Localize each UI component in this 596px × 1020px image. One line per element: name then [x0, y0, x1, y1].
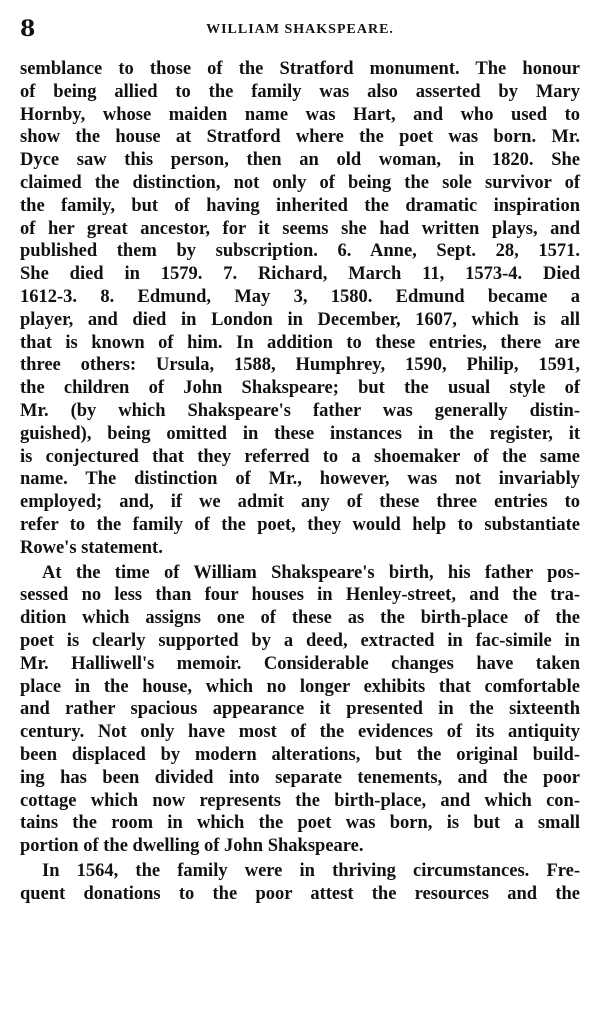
page-header: [20, 16, 580, 50]
text-line: and rather spacious appearance it presented in the sixteenth: [20, 699, 580, 720]
text-line: century. Not only have most of the evidences of its antiquity: [20, 722, 580, 743]
text-line: is conjectured that they referred to a shoemaker of the same: [20, 446, 580, 467]
text-line: dition which assigns one of these as the birth-place of the: [20, 608, 580, 629]
text-line: Mr. (by which Shakspeare's father was generally distin-: [20, 400, 580, 421]
text-line: published them by subscription. 6. Anne, Sept. 28, 1571.: [20, 241, 580, 262]
text-line: claimed the distinction, not only of being the sole survivor of: [20, 172, 580, 193]
text-line: the children of John Shakspeare; but the usual style of: [20, 378, 580, 399]
text-line: portion of the dwelling of John Shakspeare.: [20, 836, 364, 857]
text-line: Hornby, whose maiden name was Hart, and who used to: [20, 104, 580, 125]
text-line: She died in 1579. 7. Richard, March 11, 1573-4. Died: [20, 264, 580, 285]
book-page: [20, 16, 580, 905]
running-head: WILLIAM SHAKSPEARE.: [206, 22, 394, 37]
text-line: three others: Ursula, 1588, Humphrey, 1590, Philip, 1591,: [20, 355, 580, 376]
text-line: of her great ancestor, for it seems she had written plays, and: [20, 218, 580, 239]
text-line: poet is clearly supported by a deed, extracted in fac-simile in: [20, 630, 580, 651]
paragraph: [20, 58, 580, 560]
text-line: place in the house, which no longer exhibits that comfortable: [20, 676, 580, 697]
text-line: sessed no less than four houses in Henley-street, and the tra-: [20, 585, 580, 606]
text-line: the family, but of having inherited the dramatic inspiration: [20, 195, 580, 216]
text-line: 1612-3. 8. Edmund, May 3, 1580. Edmund became a: [20, 286, 580, 307]
text-line: refer to the family of the poet, they would help to substantiate: [20, 514, 580, 535]
text-line: player, and died in London in December, 1607, which is all: [20, 309, 580, 330]
text-line: show the house at Stratford where the poet was born. Mr.: [20, 127, 580, 148]
text-line: been displaced by modern alterations, but the original build-: [20, 744, 580, 765]
text-line: At the time of William Shakspeare's birth, his father pos-: [42, 562, 580, 583]
text-line: In 1564, the family were in thriving circumstances. Fre-: [42, 860, 580, 881]
text-line: Rowe's statement.: [20, 537, 163, 558]
paragraph: [20, 562, 580, 858]
text-line: guished), being omitted in these instances in the register, it: [20, 423, 580, 444]
page-number: 8: [20, 16, 36, 42]
text-line: Mr. Halliwell's memoir. Considerable changes have taken: [20, 653, 580, 674]
text-line: Dyce saw this person, then an old woman, in 1820. She: [20, 150, 580, 171]
text-line: semblance to those of the Stratford monument. The honour: [20, 59, 580, 79]
text-line: tains the room in which the poet was born, is but a small: [20, 813, 580, 834]
text-line: name. The distinction of Mr., however, was not invariably: [20, 469, 580, 490]
body-text: [20, 58, 580, 905]
text-line: ing has been divided into separate tenements, and the poor: [20, 767, 580, 788]
text-line: employed; and, if we admit any of these three entries to: [20, 492, 580, 513]
paragraph: [20, 860, 580, 906]
text-line: of being allied to the family was also asserted by Mary: [20, 81, 580, 102]
text-line: cottage which now represents the birth-place, and which con-: [20, 790, 580, 811]
text-line: that is known of him. In addition to these entries, there are: [20, 332, 580, 353]
text-line: quent donations to the poor attest the resources and the: [20, 883, 580, 904]
